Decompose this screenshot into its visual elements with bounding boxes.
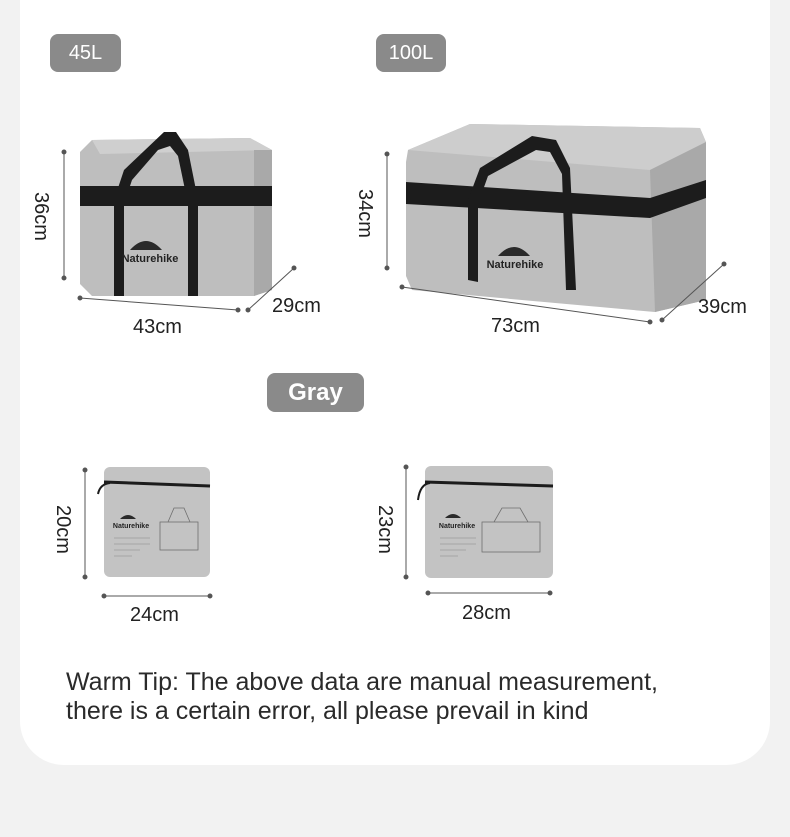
bag-45l-width-label: 43cm [133,316,182,338]
bag-100l-height-label: 34cm [354,189,376,238]
warm-tip-line-1: Warm Tip: The above data are manual measurement, [66,668,658,696]
folded-bag-45l-height-label: 20cm [52,505,74,554]
folded-bag-45l-width-label: 24cm [130,604,179,626]
capacity-badge-100l: 100L [376,34,446,72]
bag-100l-depth-label: 39cm [698,296,747,318]
bag-45l-depth-label: 29cm [272,295,321,317]
folded-bag-45l-image [98,467,210,577]
bag-100l-image [406,124,706,312]
warm-tip-text [66,668,746,726]
folded-bag-100l-height-label: 23cm [374,505,396,554]
folded-bag-100l-brand-logo: Naturehike [438,523,476,530]
bag-45l-brand-logo: Naturehike [121,253,179,265]
folded-bag-100l-width-label: 28cm [462,602,511,624]
color-badge-gray: Gray [267,373,364,412]
bag-100l-width-label: 73cm [491,315,540,337]
folded-bag-45l-brand-logo: Naturehike [112,523,150,530]
bag-45l-height-label: 36cm [30,192,52,241]
bag-100l-brand-logo: Naturehike [486,259,544,271]
warm-tip-line-2: there is a certain error, all please prevail in kind [66,697,589,725]
bag-45l-image [80,132,272,296]
capacity-badge-45l: 45L [50,34,121,72]
folded-bag-100l-image [418,466,553,578]
